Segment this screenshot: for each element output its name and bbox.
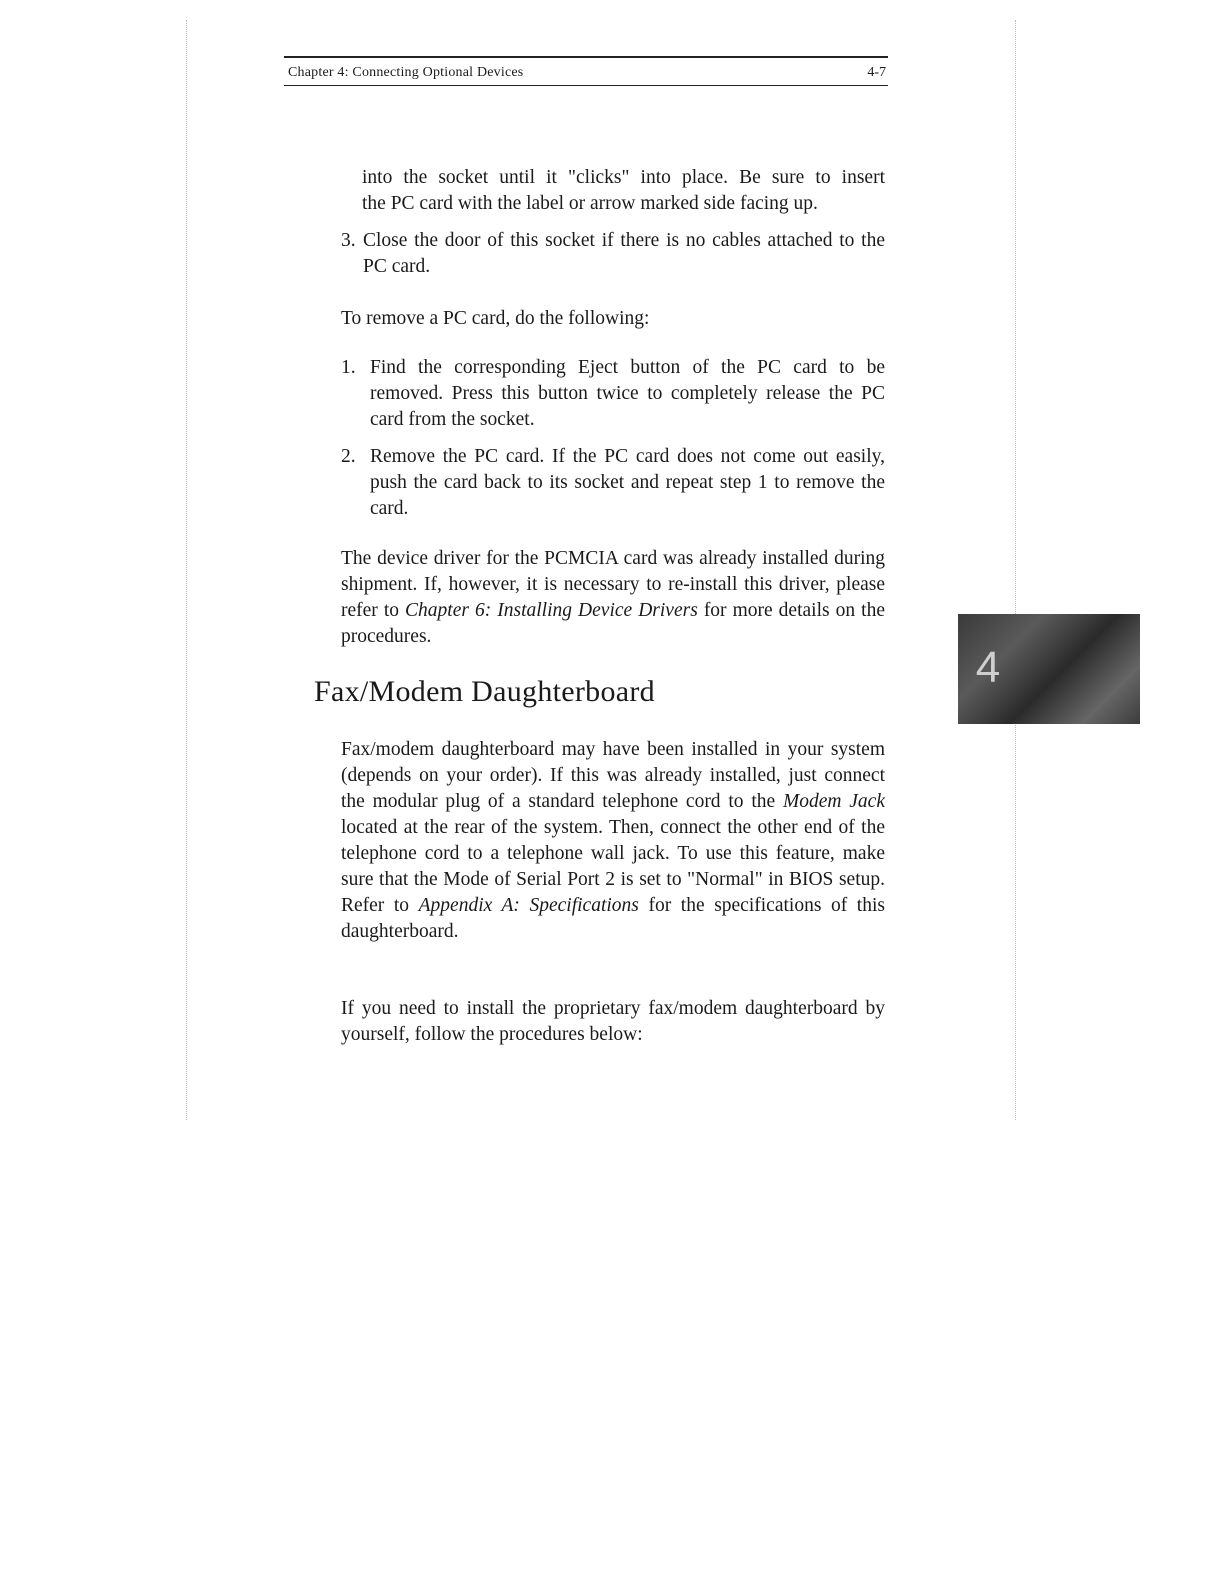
fax-paragraph bbox=[341, 737, 885, 945]
install-paragraph: If you need to install the proprietary fax/modem daughterboard by yourself, follow the procedures below: bbox=[341, 998, 885, 1045]
list-item-text: Close the door of this socket if there is no cables attached to the PC card. bbox=[363, 230, 885, 277]
list-item-number: 2. bbox=[341, 446, 356, 467]
fax-text-part-1: Fax/modem daughterboard may have been installed in your system (depends on your order). If this was already installed, just connect the modular plug of a standard telephone cord to the bbox=[341, 739, 885, 812]
header-chapter-title: Chapter 4: Connecting Optional Devices bbox=[288, 65, 524, 80]
right-edge-scan-marks bbox=[1015, 20, 1017, 1120]
intro-line-1: into the socket until it "clicks" into place. Be sure to insert bbox=[362, 167, 885, 188]
chapter-thumb-tab bbox=[958, 614, 1140, 724]
driver-text-before: The device driver for the PCMCIA card was already installed during shipment. If, however, it is necessary to re-install this driver, please refer to bbox=[341, 548, 885, 621]
left-edge-scan-marks bbox=[186, 20, 188, 1120]
list-item-number: 3. bbox=[341, 230, 356, 251]
header-page-number: 4-7 bbox=[867, 65, 886, 80]
driver-paragraph bbox=[341, 546, 885, 650]
modem-jack-reference: Modem Jack bbox=[782, 791, 885, 812]
list-item-step-3 bbox=[341, 228, 885, 280]
list-item-remove-step-1 bbox=[341, 355, 885, 433]
chapter-tab-number: 4 bbox=[975, 643, 1001, 692]
driver-chapter-reference: Chapter 6: Installing Device Drivers bbox=[405, 600, 698, 621]
driver-text-after: for more details on the procedures. bbox=[341, 600, 885, 647]
fax-text-part-3: for the specifications of this daughterboard. bbox=[341, 895, 885, 942]
remove-intro: To remove a PC card, do the following: bbox=[341, 308, 650, 329]
list-item-text: Remove the PC card. If the PC card does not come out easily, push the card back to its socket and repeat step 1 to remove the card. bbox=[370, 446, 885, 519]
running-header bbox=[284, 56, 888, 86]
intro-line-2: the PC card with the label or arrow marked side facing up. bbox=[362, 193, 818, 214]
section-heading: Fax/Modem Daughterboard bbox=[314, 675, 655, 708]
fax-text-part-2: located at the rear of the system. Then, connect the other end of the telephone cord to a telephone wall jack. To use this feature, make sure that the Mode of Serial Port 2 is set to "Normal" in BIOS setup. Refer to bbox=[341, 817, 885, 916]
list-item-text: Find the corresponding Eject button of the PC card to be removed. Press this button twice to completely release the PC card from the socket. bbox=[370, 357, 885, 430]
list-item-number: 1. bbox=[341, 357, 356, 378]
appendix-reference: Appendix A: Specifications bbox=[418, 895, 639, 916]
list-item-remove-step-2 bbox=[341, 444, 885, 522]
